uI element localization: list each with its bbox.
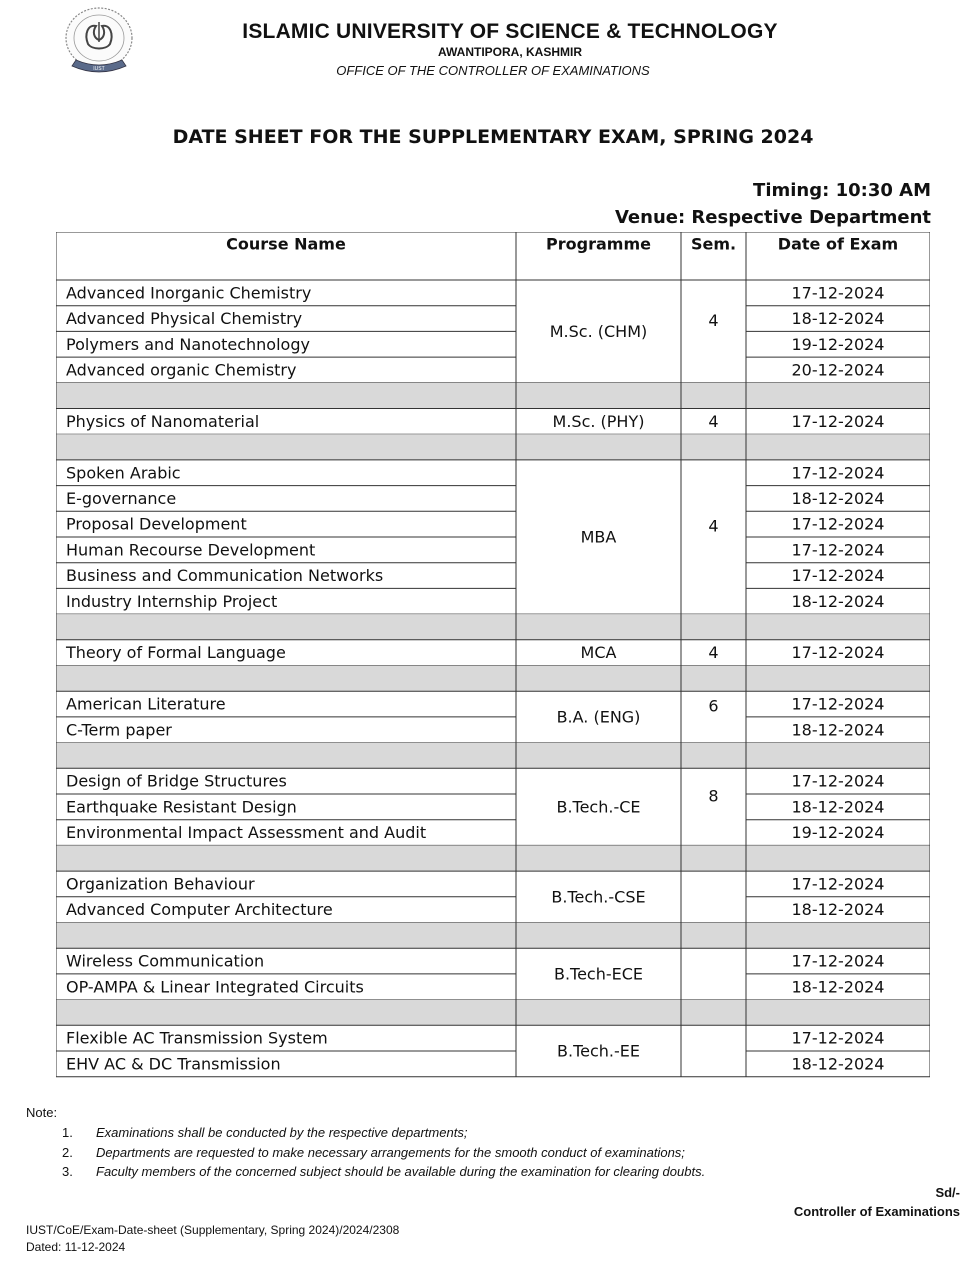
- university-name: ISLAMIC UNIVERSITY OF SCIENCE & TECHNOLOGY: [242, 20, 778, 43]
- semester-cell: 4: [708, 411, 719, 431]
- exam-date-cell: 20-12-2024: [791, 360, 885, 380]
- programme-cell: MCA: [580, 643, 617, 663]
- course-name-cell: Design of Bridge Structures: [66, 771, 287, 791]
- logo-lettering: IUST: [93, 66, 105, 72]
- separator-row: [56, 434, 930, 460]
- course-name-cell: Physics of Nanomaterial: [66, 411, 260, 431]
- exam-date-cell: 17-12-2024: [791, 540, 885, 560]
- exam-date-cell: 17-12-2024: [791, 771, 885, 791]
- exam-date-cell: 19-12-2024: [791, 334, 885, 354]
- course-name-cell: E-governance: [66, 488, 177, 508]
- semester-cell: 8: [708, 786, 719, 806]
- course-name-cell: Advanced Computer Architecture: [66, 900, 333, 920]
- exam-date-cell: 18-12-2024: [791, 977, 885, 997]
- date-sheet-table: [56, 232, 930, 1080]
- exam-date-cell: 17-12-2024: [791, 283, 885, 303]
- note-text: Faculty members of the concerned subject should be available during the examination for clearing doubts.: [96, 1164, 706, 1179]
- exam-timing: Timing: 10:30 AM: [753, 180, 931, 201]
- note-text: Departments are requested to make necessary arrangements for the smooth conduct of examinations;: [96, 1145, 685, 1160]
- course-name-cell: Human Recourse Development: [66, 540, 316, 560]
- programme-cell: M.Sc. (PHY): [552, 411, 645, 431]
- course-name-cell: Proposal Development: [66, 514, 247, 534]
- exam-date-cell: 17-12-2024: [791, 874, 885, 894]
- programme-cell: B.A. (ENG): [556, 707, 641, 727]
- course-name-cell: Flexible AC Transmission System: [66, 1028, 328, 1048]
- programme-cell: B.Tech.-CE: [556, 797, 641, 817]
- separator-row: [56, 743, 930, 769]
- exam-date-cell: 19-12-2024: [791, 823, 885, 843]
- column-header-course: Course Name: [226, 234, 346, 254]
- exam-date-cell: 17-12-2024: [791, 514, 885, 534]
- separator-row: [56, 383, 930, 409]
- course-name-cell: Organization Behaviour: [66, 874, 255, 894]
- exam-date-cell: 17-12-2024: [791, 1028, 885, 1048]
- course-name-cell: Spoken Arabic: [66, 463, 181, 483]
- signatory-designation: Controller of Examinations: [793, 1204, 960, 1219]
- exam-date-cell: 17-12-2024: [791, 951, 885, 971]
- programme-cell: M.Sc. (CHM): [549, 321, 648, 341]
- exam-date-cell: 18-12-2024: [791, 797, 885, 817]
- exam-date-cell: 18-12-2024: [791, 900, 885, 920]
- page-title: DATE SHEET FOR THE SUPPLEMENTARY EXAM, SPRING 2024: [172, 126, 814, 148]
- exam-date-cell: 18-12-2024: [791, 591, 885, 611]
- course-name-cell: Environmental Impact Assessment and Audit: [66, 823, 427, 843]
- exam-date-cell: 18-12-2024: [791, 720, 885, 740]
- programme-cell: MBA: [580, 527, 617, 547]
- exam-date-cell: 18-12-2024: [791, 488, 885, 508]
- programme-cell: B.Tech-ECE: [553, 964, 644, 984]
- exam-date-cell: 17-12-2024: [791, 643, 885, 663]
- column-header-sem: Sem.: [690, 234, 737, 254]
- exam-date-cell: 17-12-2024: [791, 694, 885, 714]
- note-number: 3.: [62, 1164, 73, 1179]
- course-name-cell: OP-AMPA & Linear Integrated Circuits: [66, 977, 364, 997]
- office-name: OFFICE OF THE CONTROLLER OF EXAMINATIONS: [336, 63, 650, 78]
- course-name-cell: Earthquake Resistant Design: [66, 797, 297, 817]
- semester-cell: 4: [708, 643, 719, 663]
- course-name-cell: Wireless Communication: [66, 951, 265, 971]
- semester-cell: 6: [708, 696, 719, 716]
- course-name-cell: Advanced organic Chemistry: [66, 360, 297, 380]
- column-header-programme: Programme: [546, 234, 651, 254]
- exam-date-cell: 17-12-2024: [791, 411, 885, 431]
- separator-row: [56, 923, 930, 949]
- separator-row: [56, 845, 930, 871]
- semester-cell: 4: [708, 310, 719, 330]
- university-location: AWANTIPORA, KASHMIR: [438, 45, 582, 59]
- exam-date-cell: 17-12-2024: [791, 463, 885, 483]
- separator-row: [56, 666, 930, 692]
- course-name-cell: EHV AC & DC Transmission: [66, 1054, 281, 1074]
- course-name-cell: Theory of Formal Language: [66, 643, 286, 663]
- programme-cell: B.Tech.-EE: [557, 1041, 640, 1061]
- reference-number: IUST/CoE/Exam-Date-sheet (Supplementary, Spring 2024)/2024/2308: [26, 1223, 400, 1237]
- exam-date-cell: 18-12-2024: [791, 1054, 885, 1074]
- course-name-cell: Business and Communication Networks: [66, 566, 384, 586]
- semester-cell: 4: [708, 516, 719, 536]
- issue-date: Dated: 11-12-2024: [26, 1240, 126, 1254]
- course-name-cell: C-Term paper: [66, 720, 172, 740]
- course-name-cell: Industry Internship Project: [66, 591, 278, 611]
- exam-date-cell: 18-12-2024: [791, 309, 885, 329]
- exam-venue: Venue: Respective Department: [614, 207, 931, 228]
- course-name-cell: Advanced Physical Chemistry: [66, 309, 303, 329]
- programme-cell: B.Tech.-CSE: [551, 887, 646, 907]
- exam-date-cell: 17-12-2024: [791, 566, 885, 586]
- signature-mark: Sd/-: [935, 1185, 960, 1200]
- course-name-cell: American Literature: [66, 694, 226, 714]
- course-name-cell: Advanced Inorganic Chemistry: [66, 283, 312, 303]
- column-header-date: Date of Exam: [777, 234, 899, 254]
- note-text: Examinations shall be conducted by the respective departments;: [96, 1125, 468, 1140]
- notes-heading: Note:: [26, 1105, 58, 1120]
- separator-row: [56, 614, 930, 640]
- course-name-cell: Polymers and Nanotechnology: [66, 334, 310, 354]
- note-number: 1.: [62, 1125, 73, 1140]
- note-number: 2.: [62, 1145, 73, 1160]
- separator-row: [56, 1000, 930, 1026]
